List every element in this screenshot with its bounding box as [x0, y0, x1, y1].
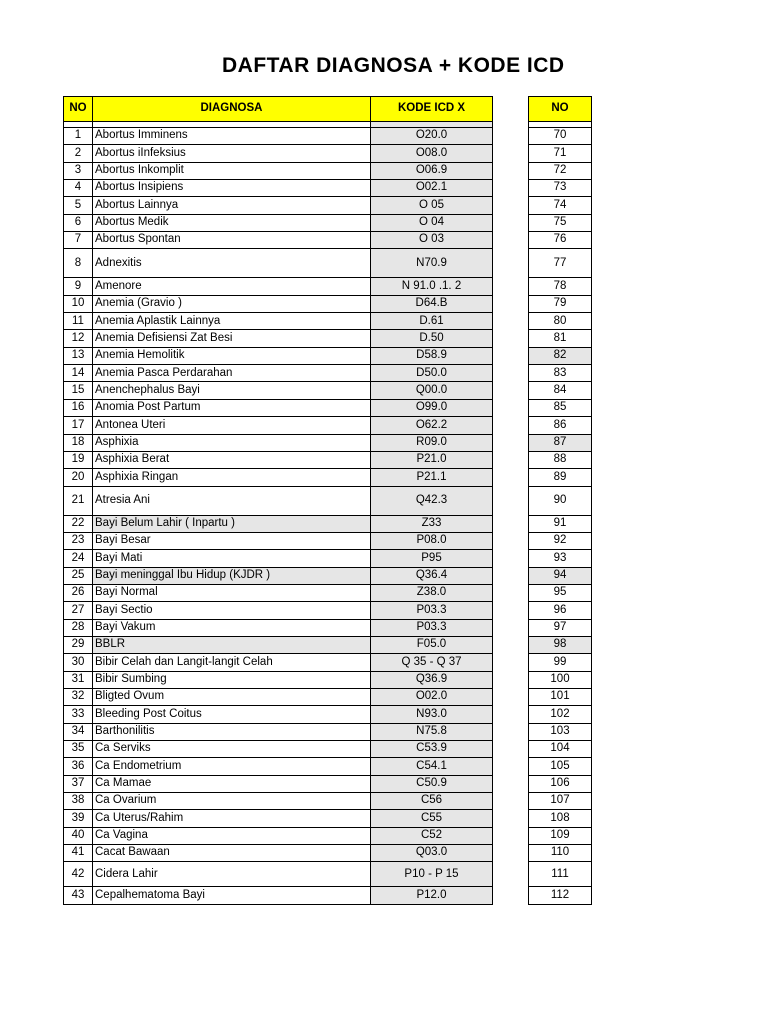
header-no: NO	[64, 97, 93, 122]
row-number-2: 76	[529, 232, 592, 249]
row-number-2: 106	[529, 775, 592, 792]
icd-code: Z38.0	[371, 584, 493, 601]
side-row	[529, 602, 592, 619]
side-row	[529, 469, 592, 486]
table-header-row	[64, 97, 493, 122]
row-number: 6	[64, 214, 93, 231]
diagnosis-name: Barthonilitis	[93, 723, 371, 740]
row-number-2: 79	[529, 295, 592, 312]
icd-code: P21.1	[371, 469, 493, 486]
table-row	[64, 434, 493, 451]
row-number: 37	[64, 775, 93, 792]
row-number-2: 104	[529, 741, 592, 758]
row-number: 30	[64, 654, 93, 671]
icd-code: P03.3	[371, 619, 493, 636]
table-row	[64, 706, 493, 723]
row-number-2: 101	[529, 688, 592, 705]
icd-code: Q03.0	[371, 845, 493, 862]
diagnosis-name: Amenore	[93, 278, 371, 295]
table-row	[64, 162, 493, 179]
row-number-2: 100	[529, 671, 592, 688]
row-number: 22	[64, 515, 93, 532]
row-number: 18	[64, 434, 93, 451]
icd-code: Q36.4	[371, 567, 493, 584]
table-row	[64, 688, 493, 705]
table-row	[64, 197, 493, 214]
icd-code: F05.0	[371, 636, 493, 653]
diagnosis-name: Anomia Post Partum	[93, 399, 371, 416]
row-number: 25	[64, 567, 93, 584]
diagnosis-name: Ca Vagina	[93, 827, 371, 844]
side-row	[529, 810, 592, 827]
diagnosis-name: Bibir Sumbing	[93, 671, 371, 688]
side-row	[529, 347, 592, 364]
table-row	[64, 584, 493, 601]
row-number: 40	[64, 827, 93, 844]
row-number-2: 94	[529, 567, 592, 584]
icd-code: N70.9	[371, 249, 493, 278]
side-row	[529, 515, 592, 532]
side-row	[529, 845, 592, 862]
side-row	[529, 399, 592, 416]
row-number: 11	[64, 313, 93, 330]
row-number-2: 90	[529, 486, 592, 515]
row-number-2: 71	[529, 145, 592, 162]
icd-code: D50.0	[371, 365, 493, 382]
table-row	[64, 128, 493, 145]
table-row	[64, 365, 493, 382]
side-row	[529, 584, 592, 601]
row-number: 16	[64, 399, 93, 416]
row-number: 5	[64, 197, 93, 214]
icd-code: C55	[371, 810, 493, 827]
row-number-2: 92	[529, 532, 592, 549]
diagnosis-name: Bayi Normal	[93, 584, 371, 601]
row-number-2: 102	[529, 706, 592, 723]
icd-code: R09.0	[371, 434, 493, 451]
row-number-2: 95	[529, 584, 592, 601]
table-row	[64, 417, 493, 434]
table-row	[64, 330, 493, 347]
side-row	[529, 688, 592, 705]
row-number-2: 105	[529, 758, 592, 775]
row-number: 8	[64, 249, 93, 278]
diagnosis-name: Anemia (Gravio )	[93, 295, 371, 312]
table-row	[64, 214, 493, 231]
table-row	[64, 399, 493, 416]
header-kode-icd: KODE ICD X	[371, 97, 493, 122]
side-row	[529, 180, 592, 197]
row-number: 38	[64, 793, 93, 810]
row-number-2: 89	[529, 469, 592, 486]
table-row	[64, 180, 493, 197]
row-number: 33	[64, 706, 93, 723]
side-row	[529, 827, 592, 844]
table-row	[64, 486, 493, 515]
table-row	[64, 758, 493, 775]
table-row	[64, 469, 493, 486]
icd-code: N75.8	[371, 723, 493, 740]
side-row	[529, 723, 592, 740]
icd-code: Q 35 - Q 37	[371, 654, 493, 671]
icd-code: O 05	[371, 197, 493, 214]
side-row	[529, 278, 592, 295]
diagnosis-name: Abortus Imminens	[93, 128, 371, 145]
side-row	[529, 550, 592, 567]
diagnosis-name: Anemia Defisiensi Zat Besi	[93, 330, 371, 347]
side-row	[529, 793, 592, 810]
row-number: 39	[64, 810, 93, 827]
icd-code: O06.9	[371, 162, 493, 179]
diagnosis-name: Anemia Pasca Perdarahan	[93, 365, 371, 382]
table-row	[64, 793, 493, 810]
table-row	[64, 887, 493, 904]
diagnosis-name: Bayi Sectio	[93, 602, 371, 619]
diagnosis-name: Anenchephalus Bayi	[93, 382, 371, 399]
row-number-2: 81	[529, 330, 592, 347]
row-number-2: 75	[529, 214, 592, 231]
row-number-2: 112	[529, 887, 592, 904]
side-row	[529, 249, 592, 278]
row-number-2: 111	[529, 862, 592, 887]
diagnosis-name: Abortus iInfeksius	[93, 145, 371, 162]
table-row	[64, 278, 493, 295]
side-row	[529, 706, 592, 723]
row-number-2: 82	[529, 347, 592, 364]
icd-code: O02.1	[371, 180, 493, 197]
side-row	[529, 214, 592, 231]
row-number: 36	[64, 758, 93, 775]
row-number: 35	[64, 741, 93, 758]
side-row	[529, 365, 592, 382]
row-number: 28	[64, 619, 93, 636]
diagnosis-name: Abortus Inkomplit	[93, 162, 371, 179]
row-number-2: 110	[529, 845, 592, 862]
diagnosis-name: Bligted Ovum	[93, 688, 371, 705]
table-row	[64, 741, 493, 758]
row-number: 13	[64, 347, 93, 364]
row-number-2: 98	[529, 636, 592, 653]
table-row	[64, 451, 493, 468]
row-number: 14	[64, 365, 93, 382]
row-number-2: 70	[529, 128, 592, 145]
icd-code: C53.9	[371, 741, 493, 758]
icd-code: O 04	[371, 214, 493, 231]
diagnosis-name: Bayi meninggal Ibu Hidup (KJDR )	[93, 567, 371, 584]
side-row	[529, 162, 592, 179]
row-number: 32	[64, 688, 93, 705]
row-number: 1	[64, 128, 93, 145]
side-row	[529, 636, 592, 653]
row-number-2: 85	[529, 399, 592, 416]
icd-code: O 03	[371, 232, 493, 249]
row-number: 2	[64, 145, 93, 162]
diagnosis-name: Ca Endometrium	[93, 758, 371, 775]
row-number-2: 88	[529, 451, 592, 468]
diagnosis-name: Abortus Spontan	[93, 232, 371, 249]
icd-code: C52	[371, 827, 493, 844]
icd-code: D.50	[371, 330, 493, 347]
row-number: 26	[64, 584, 93, 601]
diagnosis-name: Adnexitis	[93, 249, 371, 278]
diagnosis-name: Abortus Lainnya	[93, 197, 371, 214]
row-number: 20	[64, 469, 93, 486]
row-number: 41	[64, 845, 93, 862]
row-number: 10	[64, 295, 93, 312]
icd-code: O62.2	[371, 417, 493, 434]
table-row	[64, 619, 493, 636]
diagnosis-name: Ca Mamae	[93, 775, 371, 792]
icd-code: O99.0	[371, 399, 493, 416]
icd-code: C50.9	[371, 775, 493, 792]
diagnosis-name: Bayi Belum Lahir ( Inpartu )	[93, 515, 371, 532]
side-row	[529, 197, 592, 214]
table-row	[64, 775, 493, 792]
table-row	[64, 602, 493, 619]
row-number-2: 80	[529, 313, 592, 330]
row-number-2: 108	[529, 810, 592, 827]
side-row	[529, 862, 592, 887]
side-row	[529, 486, 592, 515]
diagnosis-name: Cepalhematoma Bayi	[93, 887, 371, 904]
row-number-2: 96	[529, 602, 592, 619]
row-number: 3	[64, 162, 93, 179]
row-number-2: 99	[529, 654, 592, 671]
row-number: 17	[64, 417, 93, 434]
diagnosis-name: Bleeding Post Coitus	[93, 706, 371, 723]
side-row	[529, 532, 592, 549]
table-row	[64, 827, 493, 844]
row-number-2: 86	[529, 417, 592, 434]
side-row	[529, 313, 592, 330]
table-row	[64, 232, 493, 249]
icd-code: Q36.9	[371, 671, 493, 688]
side-row	[529, 887, 592, 904]
row-number-2: 83	[529, 365, 592, 382]
number-column-table	[528, 96, 592, 905]
row-number: 24	[64, 550, 93, 567]
row-number: 9	[64, 278, 93, 295]
side-row	[529, 619, 592, 636]
row-number: 19	[64, 451, 93, 468]
icd-code: D58.9	[371, 347, 493, 364]
icd-code: Q00.0	[371, 382, 493, 399]
row-number: 12	[64, 330, 93, 347]
row-number: 23	[64, 532, 93, 549]
row-number: 42	[64, 862, 93, 887]
table-row	[64, 845, 493, 862]
icd-code: O08.0	[371, 145, 493, 162]
icd-code: P12.0	[371, 887, 493, 904]
side-row	[529, 330, 592, 347]
diagnosis-name: Bayi Besar	[93, 532, 371, 549]
diagnosis-name: Bayi Vakum	[93, 619, 371, 636]
row-number-2: 73	[529, 180, 592, 197]
table-row	[64, 145, 493, 162]
icd-code: Q42.3	[371, 486, 493, 515]
icd-code: O20.0	[371, 128, 493, 145]
icd-code: P03.3	[371, 602, 493, 619]
row-number-2: 93	[529, 550, 592, 567]
diagnosis-name: Cidera Lahir	[93, 862, 371, 887]
table-row	[64, 810, 493, 827]
row-number-2: 78	[529, 278, 592, 295]
table-row	[64, 723, 493, 740]
row-number-2: 103	[529, 723, 592, 740]
row-number: 15	[64, 382, 93, 399]
table-row	[64, 532, 493, 549]
row-number-2: 84	[529, 382, 592, 399]
row-number-2: 74	[529, 197, 592, 214]
diagnosis-name: Asphixia Berat	[93, 451, 371, 468]
diagnosis-name: Abortus Medik	[93, 214, 371, 231]
table-row	[64, 295, 493, 312]
table-row	[64, 636, 493, 653]
diagnosis-name: Asphixia Ringan	[93, 469, 371, 486]
table-row	[64, 313, 493, 330]
side-row	[529, 775, 592, 792]
icd-code: N93.0	[371, 706, 493, 723]
row-number: 31	[64, 671, 93, 688]
table-row	[64, 671, 493, 688]
icd-code: N 91.0 .1. 2	[371, 278, 493, 295]
side-row	[529, 232, 592, 249]
header-diagnosa: DIAGNOSA	[93, 97, 371, 122]
side-header-row	[529, 97, 592, 122]
table-row	[64, 382, 493, 399]
icd-code: O02.0	[371, 688, 493, 705]
page-title: DAFTAR DIAGNOSA + KODE ICD	[222, 54, 565, 77]
icd-code: P95	[371, 550, 493, 567]
table-row	[64, 862, 493, 887]
icd-code: P21.0	[371, 451, 493, 468]
table-row	[64, 567, 493, 584]
diagnosis-name: Anemia Hemolitik	[93, 347, 371, 364]
icd-code: D.61	[371, 313, 493, 330]
side-row	[529, 145, 592, 162]
diagnosis-name: Anemia Aplastik Lainnya	[93, 313, 371, 330]
side-row	[529, 567, 592, 584]
diagnosis-name: Asphixia	[93, 434, 371, 451]
row-number: 43	[64, 887, 93, 904]
row-number: 21	[64, 486, 93, 515]
diagnosis-name: Atresia Ani	[93, 486, 371, 515]
diagnosis-name: Abortus Insipiens	[93, 180, 371, 197]
icd-code: C56	[371, 793, 493, 810]
side-row	[529, 671, 592, 688]
diagnosis-table	[63, 96, 493, 905]
row-number-2: 91	[529, 515, 592, 532]
side-row	[529, 417, 592, 434]
table-row	[64, 347, 493, 364]
side-row	[529, 758, 592, 775]
icd-code: P10 - P 15	[371, 862, 493, 887]
diagnosis-name: BBLR	[93, 636, 371, 653]
row-number-2: 97	[529, 619, 592, 636]
row-number: 7	[64, 232, 93, 249]
row-number-2: 87	[529, 434, 592, 451]
icd-code: Z33	[371, 515, 493, 532]
side-row	[529, 654, 592, 671]
diagnosis-name: Ca Uterus/Rahim	[93, 810, 371, 827]
diagnosis-name: Ca Ovarium	[93, 793, 371, 810]
table-row	[64, 550, 493, 567]
header-no-2: NO	[529, 97, 592, 122]
row-number: 4	[64, 180, 93, 197]
icd-code: C54.1	[371, 758, 493, 775]
row-number: 34	[64, 723, 93, 740]
diagnosis-name: Antonea Uteri	[93, 417, 371, 434]
row-number-2: 109	[529, 827, 592, 844]
table-row	[64, 654, 493, 671]
side-row	[529, 128, 592, 145]
side-row	[529, 741, 592, 758]
diagnosis-name: Ca Serviks	[93, 741, 371, 758]
icd-code: P08.0	[371, 532, 493, 549]
side-row	[529, 451, 592, 468]
table-row	[64, 249, 493, 278]
row-number-2: 77	[529, 249, 592, 278]
row-number: 27	[64, 602, 93, 619]
diagnosis-name: Cacat Bawaan	[93, 845, 371, 862]
side-row	[529, 434, 592, 451]
row-number-2: 107	[529, 793, 592, 810]
side-row	[529, 382, 592, 399]
diagnosis-name: Bayi Mati	[93, 550, 371, 567]
row-number-2: 72	[529, 162, 592, 179]
table-row	[64, 515, 493, 532]
icd-code: D64.B	[371, 295, 493, 312]
diagnosis-name: Bibir Celah dan Langit-langit Celah	[93, 654, 371, 671]
row-number: 29	[64, 636, 93, 653]
side-row	[529, 295, 592, 312]
